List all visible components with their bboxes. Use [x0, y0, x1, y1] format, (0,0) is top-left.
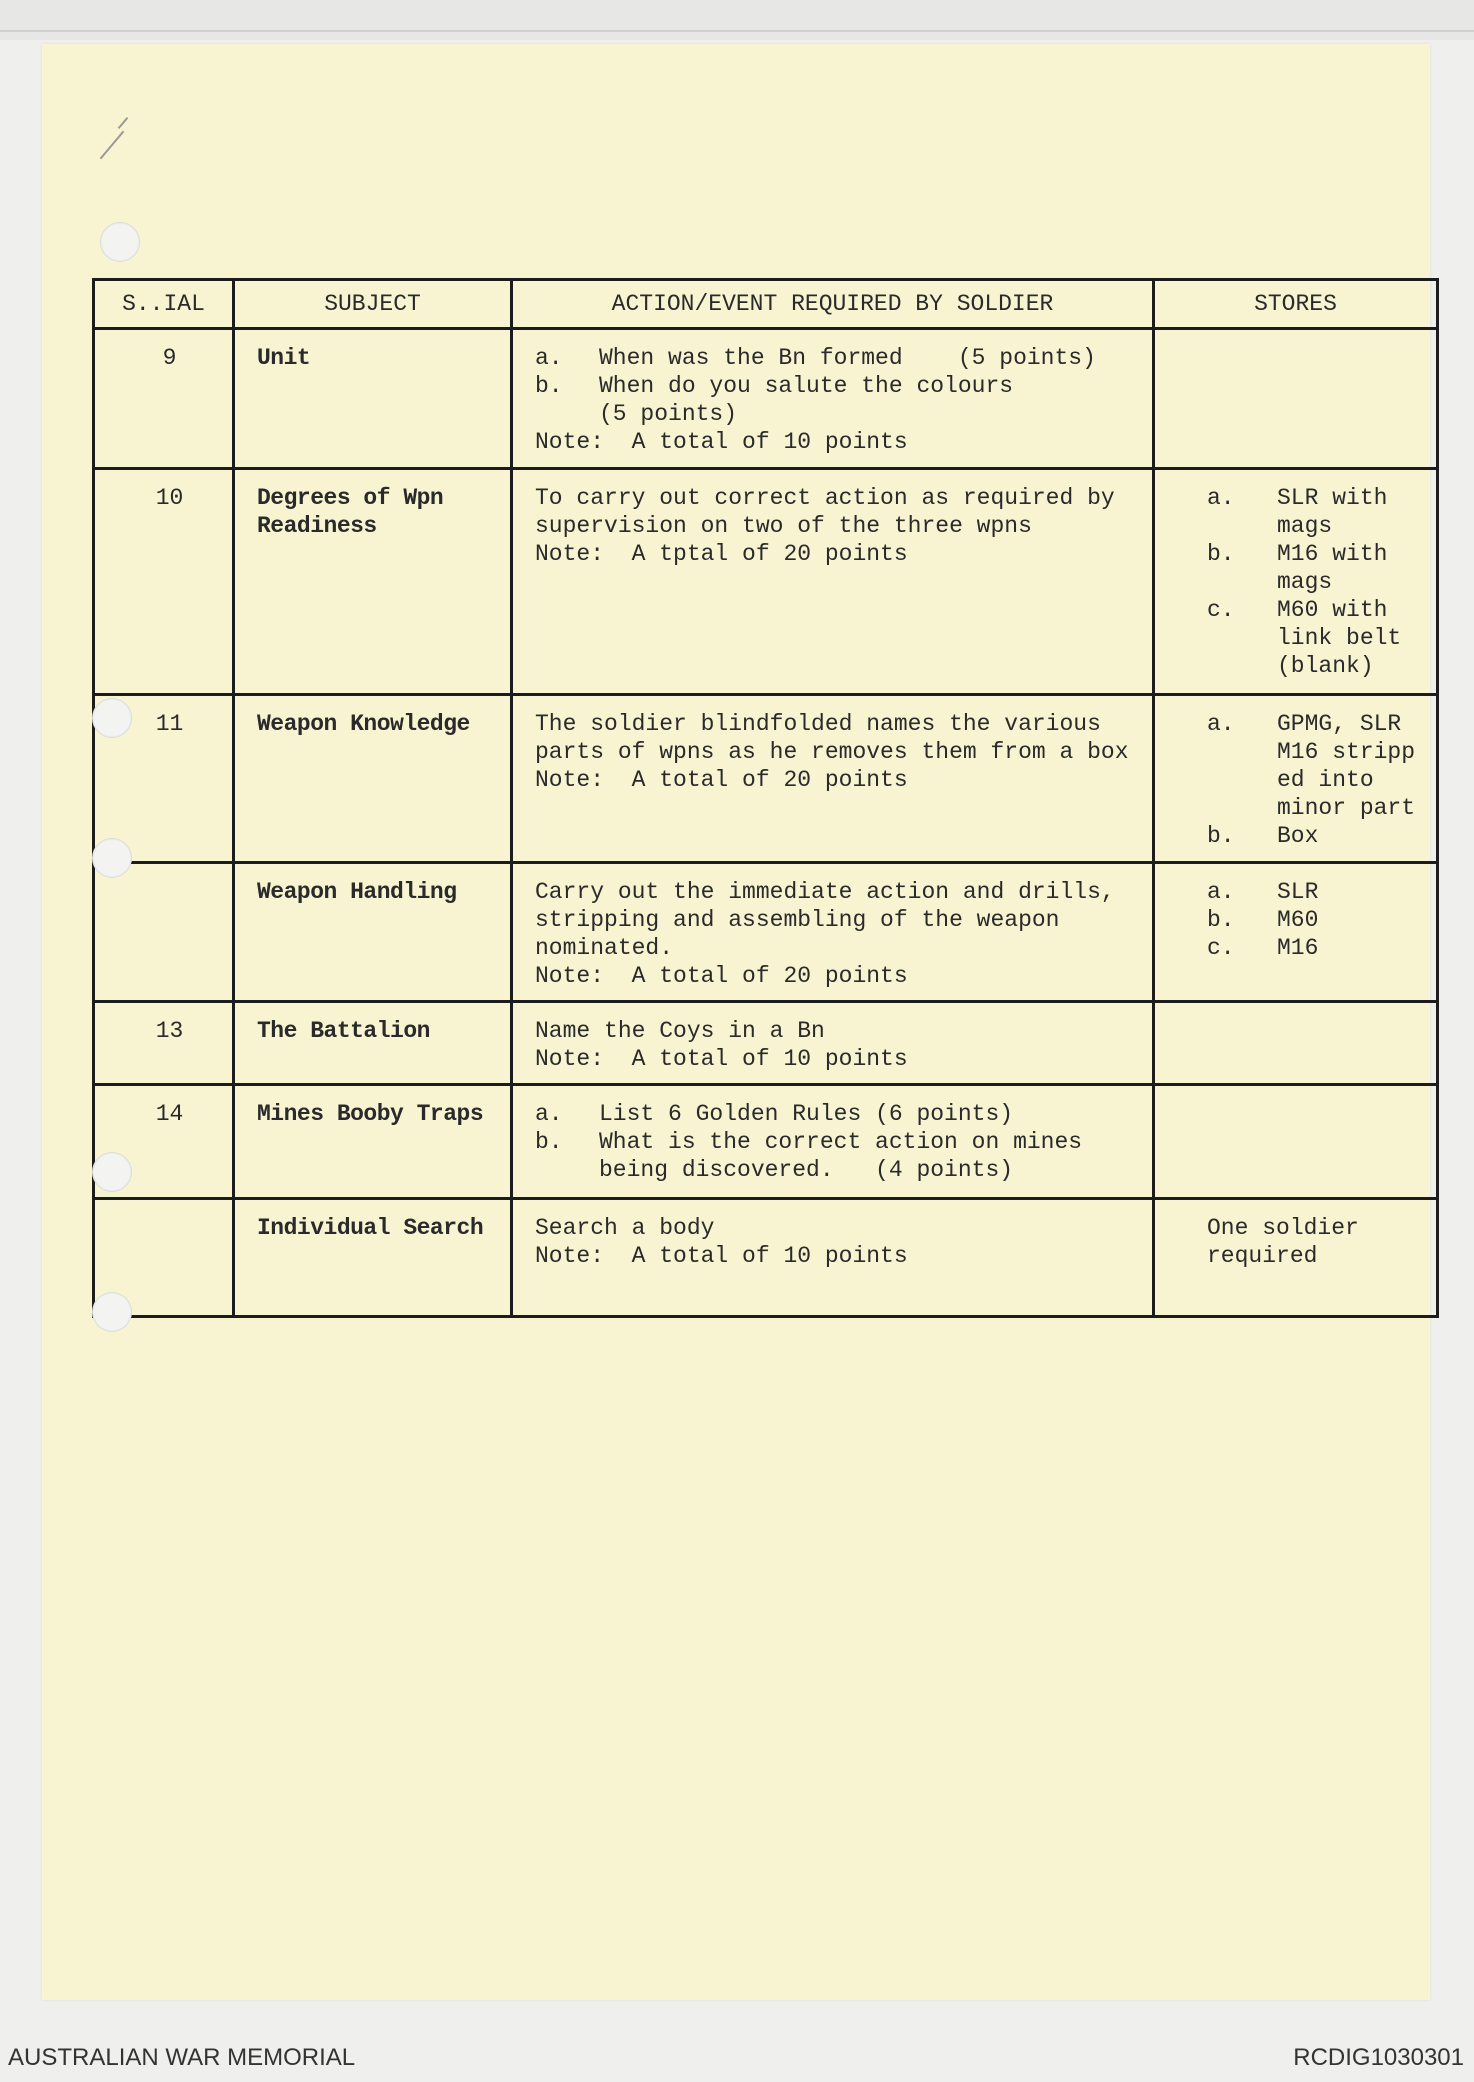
punch-hole [92, 1152, 132, 1192]
item-text: SLR with [1277, 485, 1388, 511]
table-row [94, 1085, 1438, 1199]
item-text: link belt [1277, 625, 1402, 651]
action-line [535, 906, 1142, 934]
item-text: SLR [1277, 879, 1319, 905]
subject-cell [234, 1002, 512, 1085]
item-text: mags [1277, 513, 1333, 539]
subject-cell [234, 1085, 512, 1199]
item-text: M60 with [1277, 597, 1388, 623]
item-text: parts of wpns as he removes them from a box [535, 739, 1129, 765]
stores-line [1207, 624, 1426, 652]
subject-line: The Battalion [257, 1018, 430, 1044]
table-row [94, 1002, 1438, 1085]
stores-cell [1154, 863, 1438, 1002]
item-text: Note: A tptal of 20 points [535, 541, 908, 567]
action-line [535, 540, 1142, 568]
action-cell [512, 695, 1154, 863]
serial-cell: 11 [94, 695, 234, 863]
action-line [535, 1242, 1142, 1270]
item-text: minor part [1277, 795, 1416, 821]
paper-scratch-mark [118, 117, 129, 129]
action-line [535, 1128, 1142, 1156]
item-marker: a. [1207, 711, 1235, 737]
action-cell [512, 1085, 1154, 1199]
item-text: Carry out the immediate action and drills, [535, 879, 1115, 905]
serial-cell [94, 863, 234, 1002]
stores-line [1207, 540, 1426, 568]
item-text: To carry out correct action as required by [535, 485, 1115, 511]
item-marker: a. [1207, 879, 1235, 905]
stores-cell [1154, 329, 1438, 469]
item-text: required [1207, 1243, 1318, 1269]
item-marker: c. [1207, 597, 1235, 623]
action-line [535, 1045, 1142, 1073]
item-text: One soldier [1207, 1215, 1359, 1241]
document-page [42, 44, 1430, 2000]
action-line [535, 1214, 1142, 1242]
action-line [535, 428, 1142, 456]
action-cell [512, 469, 1154, 695]
serial-cell: 14 [94, 1085, 234, 1199]
stores-cell [1154, 1199, 1438, 1317]
footer-record-id: RCDIG1030301 [1293, 2044, 1464, 2071]
stores-line [1207, 596, 1426, 624]
serial-cell: 10 [94, 469, 234, 695]
item-text: Note: A total of 20 points [535, 767, 908, 793]
subject-line: Individual Search [257, 1215, 484, 1241]
action-cell [512, 329, 1154, 469]
action-line [535, 1100, 1142, 1128]
item-text: Box [1277, 823, 1319, 849]
item-text: When do you salute the colours [599, 373, 1014, 399]
item-marker: b. [1207, 907, 1235, 933]
action-line [535, 962, 1142, 990]
action-line [535, 484, 1142, 512]
stores-cell [1154, 695, 1438, 863]
item-marker: a. [1207, 485, 1235, 511]
stores-cell [1154, 1002, 1438, 1085]
subject-cell [234, 695, 512, 863]
action-line [535, 400, 1142, 428]
scanner-top-strip [0, 0, 1474, 40]
item-marker: b. [1207, 541, 1235, 567]
item-marker: a. [535, 1101, 563, 1127]
item-text: Search a body [535, 1215, 715, 1241]
item-text: mags [1277, 569, 1333, 595]
stores-cell [1154, 1085, 1438, 1199]
action-line [535, 934, 1142, 962]
stores-line [1207, 822, 1426, 850]
action-line [535, 344, 1142, 372]
subject-line: Mines Booby Traps [257, 1101, 484, 1127]
table-row [94, 695, 1438, 863]
paper-scratch-mark [100, 131, 125, 160]
stores-line [1207, 652, 1426, 680]
punch-hole [92, 1292, 132, 1332]
item-marker: b. [535, 373, 563, 399]
subject-cell [234, 1199, 512, 1317]
item-text: being discovered. (4 points) [599, 1157, 1014, 1183]
stores-line [1207, 878, 1426, 906]
stores-line [1207, 766, 1426, 794]
action-line [535, 1017, 1142, 1045]
subject-cell [234, 329, 512, 469]
subject-cell [234, 469, 512, 695]
table-row [94, 469, 1438, 695]
item-text: Note: A total of 10 points [535, 1046, 908, 1072]
stores-line [1207, 710, 1426, 738]
header-action: ACTION/EVENT REQUIRED BY SOLDIER [512, 280, 1154, 329]
item-marker: c. [1207, 935, 1235, 961]
action-line [535, 766, 1142, 794]
header-serial: S..IAL [94, 280, 234, 329]
stores-line [1207, 906, 1426, 934]
table-row [94, 863, 1438, 1002]
subject-line: Readiness [257, 513, 377, 539]
item-text: Note: A total of 20 points [535, 963, 908, 989]
action-line [535, 878, 1142, 906]
punch-hole [92, 698, 132, 738]
stores-line [1207, 1242, 1426, 1270]
item-text: (5 points) [599, 401, 738, 427]
stores-line [1207, 1214, 1426, 1242]
item-text: Note: A total of 10 points [535, 1243, 908, 1269]
item-text: Name the Coys in a Bn [535, 1018, 825, 1044]
header-subject: SUBJECT [234, 280, 512, 329]
item-text: GPMG, SLR [1277, 711, 1402, 737]
stores-line [1207, 738, 1426, 766]
stores-line [1207, 568, 1426, 596]
item-text: M16 [1277, 935, 1319, 961]
subject-line: Unit [257, 345, 311, 371]
action-cell [512, 1199, 1154, 1317]
item-text: ed into [1277, 767, 1374, 793]
subject-line: Weapon Handling [257, 879, 457, 905]
table-row [94, 1199, 1438, 1317]
item-text: Note: A total of 10 points [535, 429, 908, 455]
footer-archive-name: AUSTRALIAN WAR MEMORIAL [8, 2044, 356, 2071]
item-text: List 6 Golden Rules (6 points) [599, 1101, 1014, 1127]
item-text: M16 with [1277, 541, 1388, 567]
action-line [535, 1156, 1142, 1184]
item-text: stripping and assembling of the weapon [535, 907, 1060, 933]
training-stands-table [92, 278, 1439, 1318]
action-line [535, 372, 1142, 400]
stores-line [1207, 794, 1426, 822]
item-text: When was the Bn formed (5 points) [599, 345, 1096, 371]
item-marker: a. [535, 345, 563, 371]
item-text: (blank) [1277, 653, 1374, 679]
item-marker: b. [535, 1129, 563, 1155]
serial-cell: 13 [94, 1002, 234, 1085]
stores-cell [1154, 469, 1438, 695]
punch-hole [92, 838, 132, 878]
stores-line [1207, 934, 1426, 962]
item-text: nominated. [535, 935, 674, 961]
action-line [535, 710, 1142, 738]
subject-line: Degrees of Wpn [257, 485, 444, 511]
action-line [535, 738, 1142, 766]
item-text: M60 [1277, 907, 1319, 933]
item-text: M16 stripp [1277, 739, 1416, 765]
serial-cell: 9 [94, 329, 234, 469]
item-text: The soldier blindfolded names the various [535, 711, 1101, 737]
stores-line [1207, 512, 1426, 540]
punch-hole [100, 222, 140, 262]
stores-line [1207, 484, 1426, 512]
item-text: What is the correct action on mines [599, 1129, 1083, 1155]
subject-line: Weapon Knowledge [257, 711, 470, 737]
table-row [94, 329, 1438, 469]
table-header-row [94, 280, 1438, 329]
item-marker: b. [1207, 823, 1235, 849]
header-stores: STORES [1154, 280, 1438, 329]
subject-cell [234, 863, 512, 1002]
action-cell [512, 863, 1154, 1002]
action-line [535, 512, 1142, 540]
item-text: supervision on two of the three wpns [535, 513, 1032, 539]
action-cell [512, 1002, 1154, 1085]
